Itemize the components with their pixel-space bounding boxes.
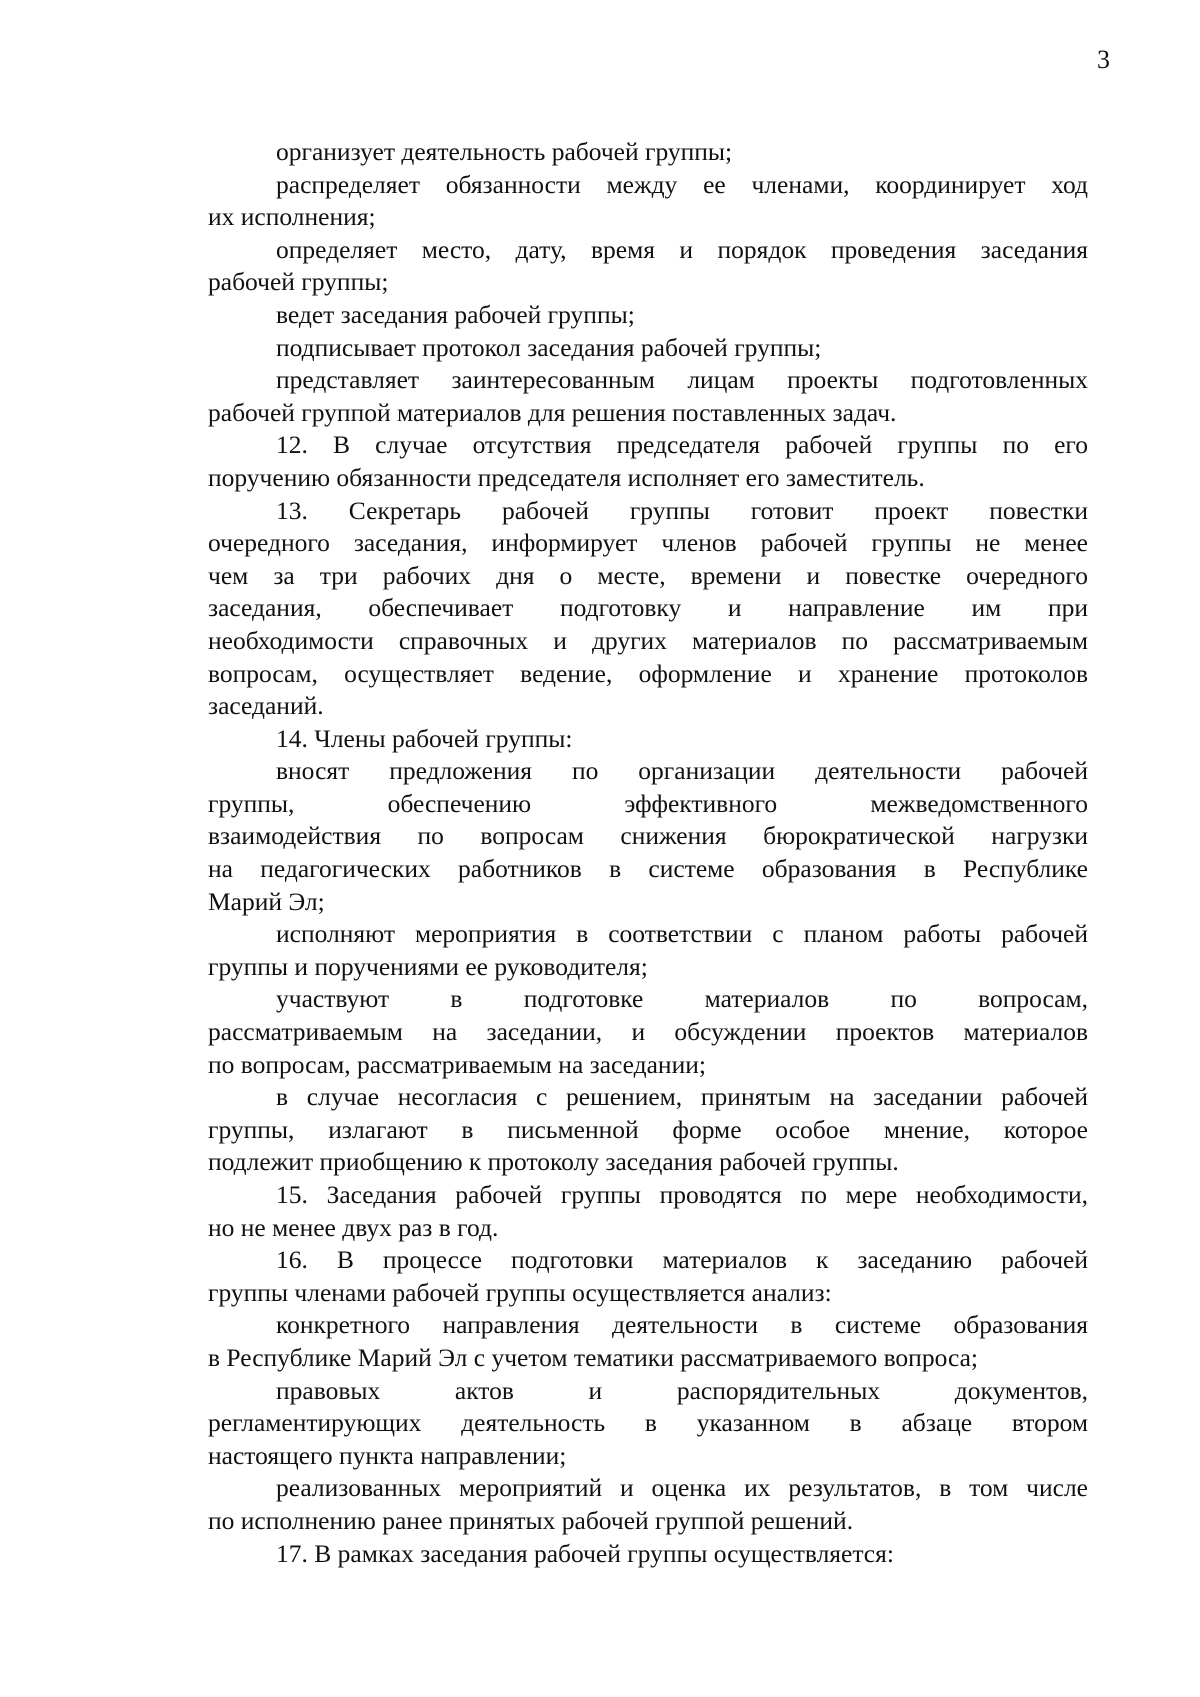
text-line: подписывает протокол заседания рабочей группы; (276, 332, 822, 362)
paragraph (208, 299, 1088, 332)
paragraph (208, 429, 1088, 494)
text-line: подлежит приобщению к протоколу заседания рабочей группы. (208, 1147, 899, 1177)
paragraph (208, 918, 1088, 983)
text-line: исполняют мероприятия в соответствии с планом работы рабочей (276, 919, 1088, 949)
text-line: 17. В рамках заседания рабочей группы осуществляется: (276, 1538, 894, 1568)
text-line: конкретного направления деятельности в системе образования (276, 1310, 1088, 1340)
paragraph (208, 1244, 1088, 1309)
text-line: участвуют в подготовке материалов по вопросам, (276, 984, 1088, 1014)
text-line: определяет место, дату, время и порядок проведения заседания (276, 234, 1088, 264)
paragraph (208, 234, 1088, 299)
text-line: вносят предложения по организации деятельности рабочей (276, 756, 1088, 786)
text-line: организует деятельность рабочей группы; (276, 137, 733, 166)
text-line: заседаний. (208, 691, 324, 721)
text-line: Марий Эл; (208, 886, 325, 916)
paragraph (208, 1309, 1088, 1374)
text-line: распределяет обязанности между ее членами, координирует ход (276, 169, 1088, 199)
paragraph (208, 332, 1088, 365)
text-line: регламентирующих деятельность в указанном в абзаце втором (208, 1408, 1088, 1438)
text-line: группы членами рабочей группы осуществляется анализ: (208, 1277, 832, 1307)
paragraph (208, 983, 1088, 1081)
text-line: группы, обеспечению эффективного межведомственного (208, 788, 1088, 818)
text-line: 13. Секретарь рабочей группы готовит проект повестки (276, 495, 1088, 525)
text-line: группы, излагают в письменной форме особое мнение, которое (208, 1114, 1088, 1144)
text-line: 16. В процессе подготовки материалов к заседанию рабочей (276, 1245, 1088, 1275)
text-line: в случае несогласия с решением, принятым на заседании рабочей (276, 1082, 1088, 1112)
page-number: 3 (1097, 45, 1110, 74)
text-line: 14. Члены рабочей группы: (276, 723, 573, 753)
paragraph (208, 136, 1088, 169)
paragraph (208, 755, 1088, 918)
paragraph (208, 1375, 1088, 1473)
paragraph (208, 1472, 1088, 1537)
text-line: 15. Заседания рабочей группы проводятся по мере необходимости, (276, 1180, 1088, 1209)
text-line: реализованных мероприятий и оценка их результатов, в том числе (276, 1473, 1088, 1503)
paragraph (208, 723, 1088, 756)
paragraph (208, 1179, 1088, 1244)
paragraph (208, 1538, 1088, 1571)
text-line: в Республике Марий Эл с учетом тематики рассматриваемого вопроса; (208, 1342, 978, 1372)
document-body (208, 136, 1088, 1570)
text-line: ведет заседания рабочей группы; (276, 299, 635, 329)
text-line: но не менее двух раз в год. (208, 1212, 499, 1242)
text-line: на педагогических работников в системе образования в Республике (208, 854, 1088, 884)
text-line: заседания, обеспечивает подготовку и направление им при (208, 593, 1088, 623)
text-line: по вопросам, рассматриваемым на заседании; (208, 1049, 706, 1079)
text-line: поручению обязанности председателя исполняет его заместитель. (208, 462, 925, 492)
text-line: их исполнения; (208, 202, 376, 232)
text-line: представляет заинтересованным лицам проекты подготовленных (276, 365, 1088, 395)
text-line: правовых актов и распорядительных документов, (276, 1375, 1088, 1405)
paragraph (208, 364, 1088, 429)
paragraph (208, 169, 1088, 234)
paragraph (208, 495, 1088, 723)
text-line: рассматриваемым на заседании, и обсуждении проектов материалов (208, 1017, 1088, 1047)
text-line: группы и поручениями ее руководителя; (208, 951, 648, 981)
paragraph (208, 1081, 1088, 1179)
text-line: настоящего пункта направлении; (208, 1440, 567, 1470)
text-line: взаимодействия по вопросам снижения бюрократической нагрузки (208, 821, 1088, 851)
text-line: очередного заседания, информирует членов рабочей группы не менее (208, 528, 1088, 558)
text-line: рабочей группой материалов для решения поставленных задач. (208, 397, 897, 427)
text-line: 12. В случае отсутствия председателя рабочей группы по его (276, 430, 1088, 460)
text-line: вопросам, осуществляет ведение, оформление и хранение протоколов (208, 658, 1088, 688)
text-line: по исполнению ранее принятых рабочей группой решений. (208, 1505, 854, 1535)
text-line: рабочей группы; (208, 267, 389, 297)
text-line: чем за три рабочих дня о месте, времени и повестке очередного (208, 560, 1088, 590)
text-line: необходимости справочных и других материалов по рассматриваемым (208, 625, 1088, 655)
